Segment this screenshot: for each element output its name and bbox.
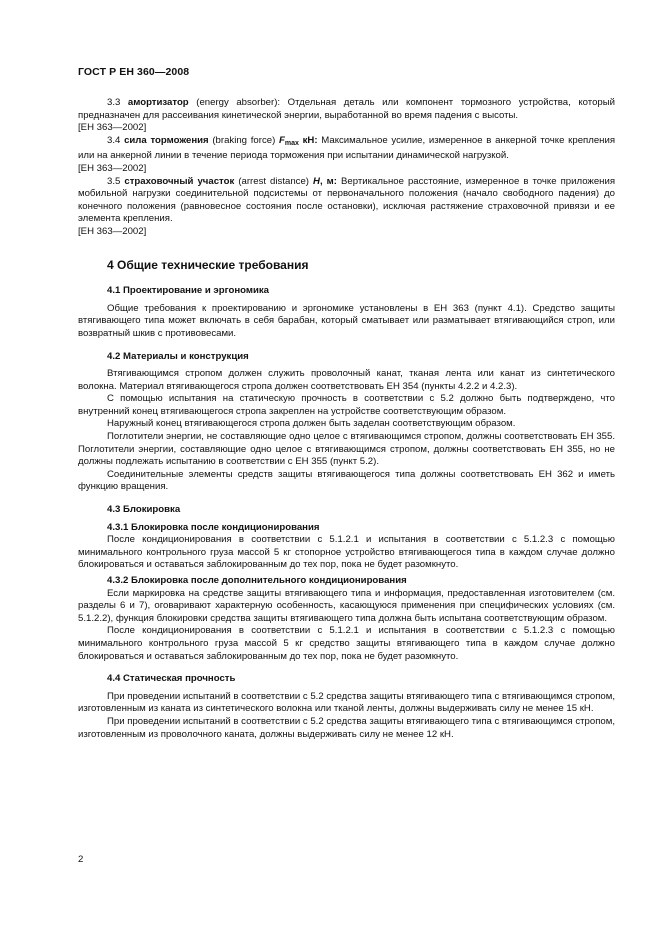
paragraph: Общие требования к проектированию и эргономике установлены в ЕН 363 (пункт 4.1). Средство защиты втягивающего типа может включать в себя барабан, который сматывает или разматывает втягивающийся строп, или возвратный шкив с противовесами. xyxy=(78,302,615,339)
definition-source: [ЕН 363—2002] xyxy=(78,122,147,134)
definition-3-3 xyxy=(78,97,615,122)
page-number: 2 xyxy=(78,854,84,865)
section-4-heading: 4 Общие технические требования xyxy=(107,257,309,272)
definition-unit: , м: xyxy=(319,175,337,187)
definition-text: Вертикальное расстояние, измеренное в точке приложения мобильной нагрузки соединительной подсистемы от первоначального положения (начало свободного падения) до конечного положения (равновесное состояния после остановки), исключая растяжение страховочной привязи и ее элемента крепления. xyxy=(78,175,616,225)
document-header: ГОСТ Р ЕН 360—2008 xyxy=(78,66,190,78)
definition-3-4 xyxy=(78,135,615,163)
definition-english: (braking force) xyxy=(208,134,279,146)
paragraph: Если маркировка на средстве защиты втягивающего типа и информация, предоставленная изготовителем (см. разделы 6 и 7), оговаривают характерную особенность, касающуюся применения при специфических условиях (см. 5.1.2.2), функция блокировки средства защиты втягивающего типа должна быть испытана соответствующим образом. xyxy=(78,587,615,624)
definition-number: 3.4 xyxy=(107,134,121,146)
definition-symbol: H xyxy=(313,175,320,187)
definition-text: (energy absorber): Отдельная деталь или компонент тормозного устройства, который предназначен для рассеивания кинетической энергии, выработанной во время падения с высоты. xyxy=(78,97,615,121)
section-4-3-1-heading: 4.3.1 Блокировка после кондиционирования xyxy=(107,521,320,533)
paragraph: Втягивающимся стропом должен служить проволочный канат, тканая лента или канат из синтетического волокна. Материал втягивающегося стропа должен соответствовать ЕН 354 (пункты 4.2.2 и 4.2.3). xyxy=(78,368,615,392)
paragraph: Соединительные элементы средств защиты втягивающегося типа должны соответствовать ЕН 362 и иметь функцию вращения. xyxy=(78,468,615,493)
paragraph: Наружный конец втягивающегося стропа должен быть заделан соответствующим образом. xyxy=(107,418,516,430)
definition-number: 3.3 xyxy=(107,97,121,108)
paragraph: Поглотители энергии, не составляющие одно целое с втягивающимся стропом, должны соответствовать ЕН 355. Поглотители энергии, составляющие одно целое с втягивающимся стропом, должны соответствовать ЕН 355, но не должны подлежать испытанию в соответствии с ЕН 355 (пункт 5.2). xyxy=(78,431,615,468)
paragraph: С помощью испытания на статическую прочность в соответствии с 5.2 должно быть подтверждено, что внутренний конец втягивающегося стропа закреплен на устройстве соответствующим образом. xyxy=(78,393,615,417)
definition-symbol: F xyxy=(279,134,285,146)
definition-symbol-subscript: max xyxy=(284,139,299,147)
document-body xyxy=(78,97,615,741)
definition-term: сила торможения xyxy=(124,134,209,146)
paragraph: При проведении испытаний в соответствии с 5.2 средства защиты втягивающего типа с втягивающимся стропом, изготовленным из каната из синтетического волокна или тканой ленты, должны выдерживать силу не менее 15 кН. xyxy=(78,690,616,715)
paragraph: При проведении испытаний в соответствии с 5.2 средства защиты втягивающего типа с втягивающимся стропом, изготовленным из проволочного каната, должны выдерживать силу не менее 12 кН. xyxy=(78,715,616,740)
section-4-1-heading: 4.1 Проектирование и эргономика xyxy=(107,285,269,297)
section-4-2-heading: 4.2 Материалы и конструкция xyxy=(107,350,249,362)
definition-3-5 xyxy=(78,176,615,226)
definition-text: Максимальное усилие, измеренное в анкерной точке крепления или на анкерной линии в течение периода торможения при испытании динамической нагрузкой. xyxy=(78,134,616,162)
definition-term: амортизатор xyxy=(127,97,189,108)
definition-unit: кН: xyxy=(298,134,318,146)
definition-source: [ЕН 363—2002] xyxy=(78,162,147,174)
section-4-4-heading: 4.4 Статическая прочность xyxy=(107,673,236,685)
section-4-3-heading: 4.3 Блокировка xyxy=(107,504,181,516)
definition-term: страховочный участок xyxy=(124,175,235,187)
section-4-3-2-heading: 4.3.2 Блокировка после дополнительного кондиционирования xyxy=(107,575,407,586)
definition-source: [ЕН 363—2002] xyxy=(78,225,147,237)
definition-english: (arrest distance) xyxy=(234,175,314,187)
paragraph: После кондиционирования в соответствии с 5.1.2.1 и испытания в соответствии с 5.1.2.3 с помощью минимального контрольного груза массой 5 кг средство защиты втягивающего типа в каждом случае должно блокироваться и оставаться заблокированным до тех пор, пока не будет разомкнуто. xyxy=(78,625,615,662)
paragraph: После кондиционирования в соответствии с 5.1.2.1 и испытания в соответствии с 5.1.2.3 с помощью минимального контрольного груза массой 5 кг стопорное устройство втягивающегося типа в каждом случае должно блокироваться и оставаться заблокированным до тех пор, пока не будет разомкнуто. xyxy=(78,534,615,571)
definition-number: 3.5 xyxy=(107,175,121,187)
